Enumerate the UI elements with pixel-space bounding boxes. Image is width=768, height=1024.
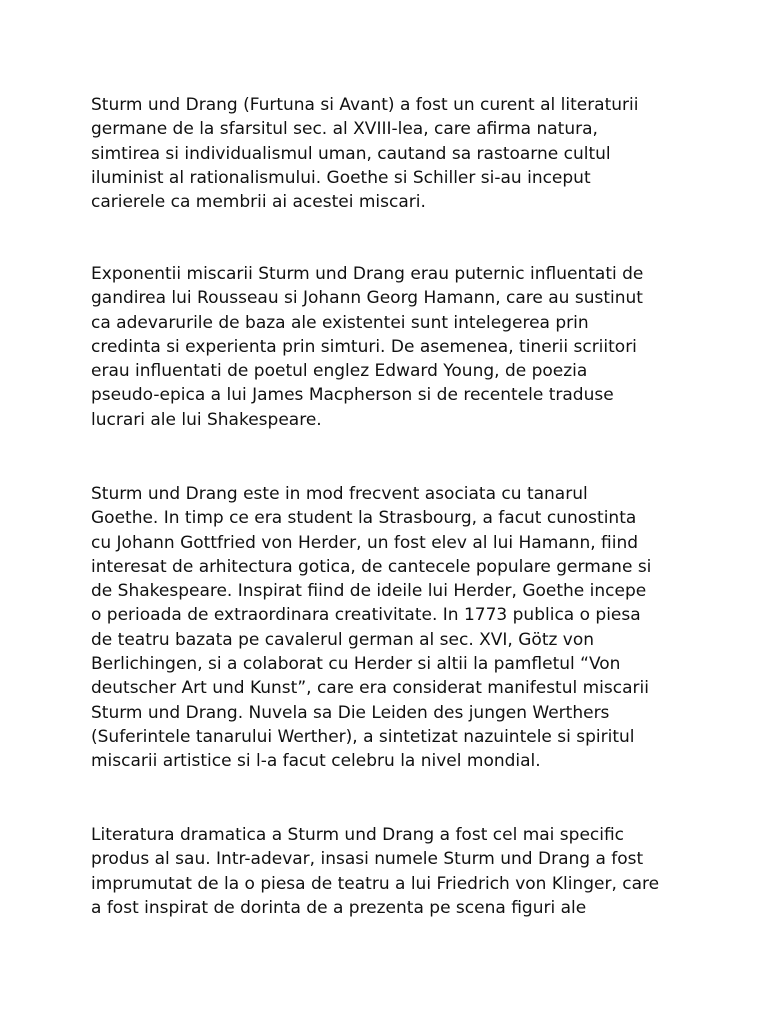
paragraph-dramatic-literature: Literatura dramatica a Sturm und Drang a fost cel mai specific produs al sau. Intr-adevar, insasi numele Sturm und Drang a fost imprumutat de la o piesa de teatru a lui Friedrich von Klinger, care a fost inspirat de dorinta de a prezenta pe scena figuri ale: [91, 825, 660, 918]
paragraph-young-goethe: Sturm und Drang este in mod frecvent asociata cu tanarul Goethe. In timp ce era student la Strasbourg, a facut cunostinta cu Johann Gottfried von Herder, un fost elev al lui Hamann, fiind interesat de arhitectura gotica, de cantecele populare germane si de Shakespeare. Inspirat fiind de ideile lui Herder, Goethe incepe o perioada de extraordinara creativitate. In 1773 publica o piesa de teatru bazata pe cavalerul german al sec. XVI, Götz von Berlichingen, si a colaborat cu Herder si altii la pamfletul “Von deutscher Art und Kunst”, care era considerat manifestul miscarii Sturm und Drang. Nuvela sa Die Leiden des jungen Werthers (Suferintele tanarului Werther), a sintetizat nazuintele si spiritul miscarii artistice si l-a facut celebru la nivel mondial.: [91, 484, 652, 772]
paragraph-sturm-und-drang-intro: Sturm und Drang (Furtuna si Avant) a fost un curent al literaturii germane de la sfarsitul sec. al XVIII-lea, care afirma natura, simtirea si individualismul uman, cautand sa rastoarne cultul iluminist al rationalismului. Goethe si Schiller si-au inceput carierele ca membrii ai acestei miscari.: [91, 95, 639, 213]
paragraph-exponents-influences: Exponentii miscarii Sturm und Drang erau puternic influentati de gandirea lui Rousseau si Johann Georg Hamann, care au sustinut ca adevarurile de baza ale existentei sunt intelegerea prin credinta si experienta prin simturi. De asemenea, tinerii scriitori erau influentati de poetul englez Edward Young, de poezia pseudo-epica a lui James Macpherson si de recentele traduse lucrari ale lui Shakespeare.: [91, 264, 644, 430]
